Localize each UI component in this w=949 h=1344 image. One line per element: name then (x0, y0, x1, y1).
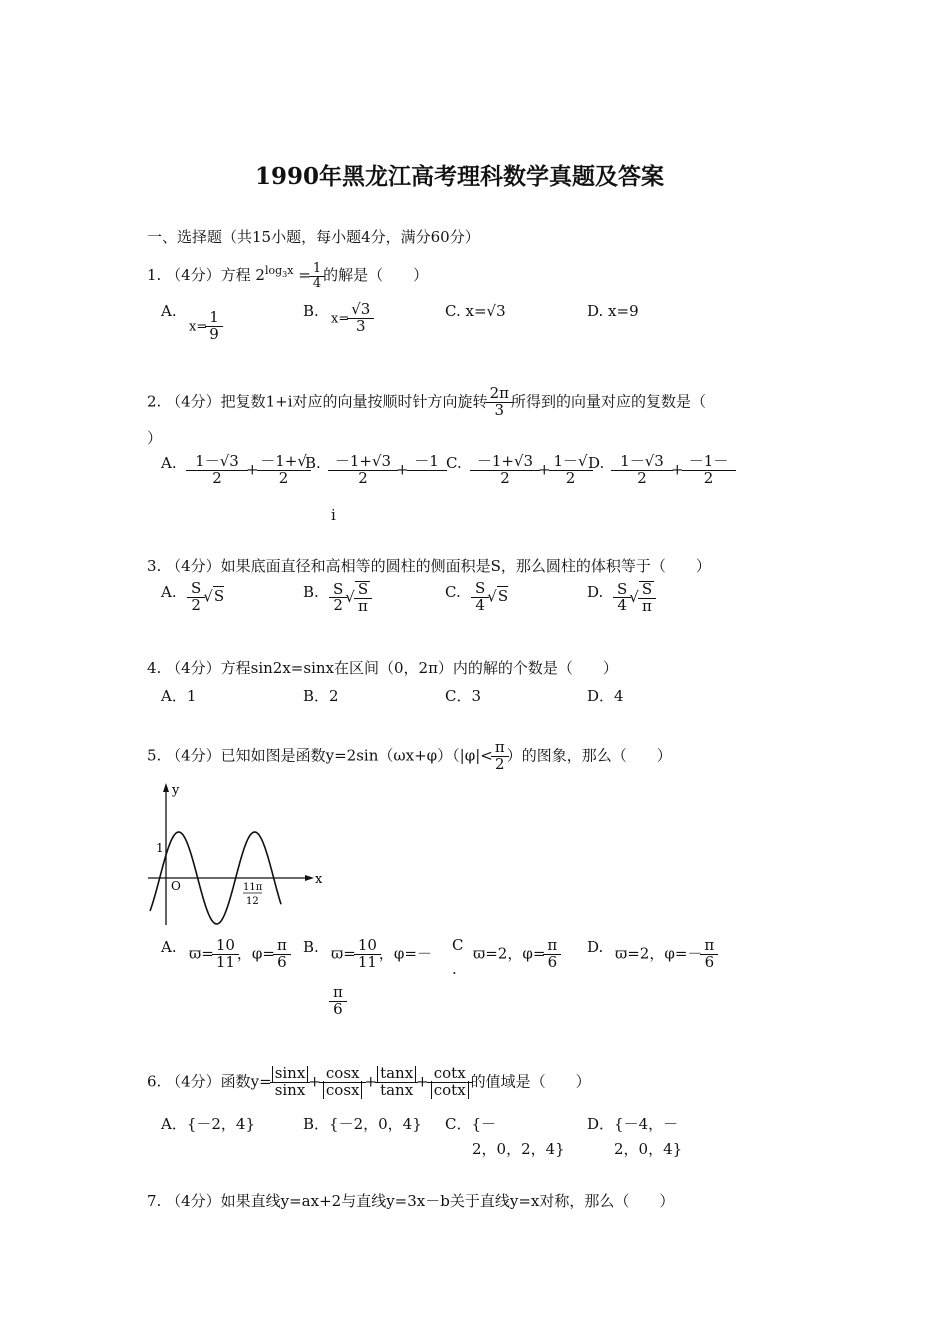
option-c: C．{－ (445, 1115, 497, 1133)
question-1: 1. （4分）方程 $2^{log_3x}$ = $\frac{1}{4}$ 的解是（ ） (147, 261, 429, 291)
option-d-cont: 2，0，4} (614, 1140, 683, 1158)
option-c: C. x=√3 (445, 302, 506, 320)
origin-label: O (171, 879, 181, 893)
option-b: B. (303, 583, 319, 601)
option-c-value: $\frac{S}{4}$ √S (473, 581, 508, 614)
option-d: D. x=9 (587, 302, 639, 320)
option-a: A. (161, 454, 177, 472)
option-b-phi: $\frac{\pi}{6}$ (331, 985, 345, 1018)
option-b: B. (303, 938, 319, 956)
option-a: A．1 (161, 687, 197, 705)
question-7: 7. （4分）如果直线y=ax+2与直线y=3x－b关于直线y=x对称，那么（ ） (147, 1192, 675, 1210)
option-d: D. (587, 583, 604, 601)
question-5: 5. （4分）已知如图是函数y=2sin（ωx+φ）（|φ|< $\frac{\pi}{2}$ ）的图象，那么（ ） (147, 738, 672, 773)
tick-label-one: 1 (156, 841, 164, 855)
option-c-dot: . (452, 960, 457, 978)
power-expression: $2^{log_3x}$ (255, 264, 294, 285)
option-a-value: ϖ= $\frac{10}{11}$ ，φ= $\frac{\pi}{6}$ (189, 938, 289, 971)
x-axis-label: x (315, 872, 323, 887)
page-title: 1990年黑龙江高考理科数学真题及答案 (255, 163, 665, 190)
question-number: 1. (147, 266, 162, 285)
option-b-value: ϖ= $\frac{10}{11}$ ，φ=－ (331, 936, 432, 971)
y-axis-label: y (172, 783, 180, 798)
option-b-value: x= $\frac{√3}{3}$ (331, 302, 372, 335)
option-a: A. (161, 302, 177, 320)
option-a-value: $\frac{1-√3}{2}$ + $\frac{-1+√}{2}$ (188, 454, 309, 487)
section-heading: 一、选择题（共15小题，每小题4分，满分60分） (147, 228, 480, 246)
option-b: B．{－2，0，4} (303, 1115, 422, 1133)
option-c-cont: 2，0，2，4} (472, 1140, 565, 1158)
option-c-value: $\frac{-1+√3}{2}$ + $\frac{1-√}{2}$ (472, 454, 591, 487)
sine-graph (146, 780, 336, 930)
y-axis-arrow (163, 783, 169, 792)
option-b-value: $\frac{S}{2}$ √ $\frac{S}{\pi}$ (331, 581, 370, 615)
option-d: D. (587, 938, 604, 956)
option-c-value: ϖ=2，φ= $\frac{\pi}{6}$ (473, 938, 559, 971)
tick-label-11pi: 11π (243, 882, 263, 893)
question-6: 6. （4分）函数y= $\frac{\sin x}{\sin x}$ + $\frac{\cos x}{\cos x}$ + $\frac{\tan x}{\tan x}$ + $\frac{\cot x}{\cot x}$ 的值域是（ ） (147, 1064, 591, 1099)
option-a: A. (161, 583, 177, 601)
option-a-value: x= $\frac{1}{9}$ (189, 310, 221, 343)
option-d-value: ϖ=2，φ=－ $\frac{\pi}{6}$ (615, 938, 716, 971)
option-b: B．2 (303, 687, 339, 705)
option-c: C. (445, 583, 461, 601)
option-d-value: $\frac{S}{4}$ √ $\frac{S}{\pi}$ (615, 581, 654, 615)
option-d-value: $\frac{1-√3}{2}$ + $\frac{-1-}{2}$ (613, 454, 734, 487)
option-b-imaginary: i (331, 506, 336, 524)
option-b: B. (305, 454, 321, 472)
option-b: B. (303, 302, 319, 320)
question-3: 3. （4分）如果底面直径和高相等的圆柱的侧面积是S，那么圆柱的体积等于（ ） (147, 557, 711, 575)
fraction: $\frac{1}{4}$ (311, 262, 323, 290)
option-d: D．4 (587, 687, 624, 705)
question-2: 2. （4分）把复数1+i对应的向量按顺时针方向旋转 $\frac{2\pi}{3}$ 所得到的向量对应的复数是（ (147, 384, 706, 419)
option-a: A．{－2，4} (161, 1115, 256, 1133)
option-c: C. (446, 454, 462, 472)
x-axis-arrow (305, 875, 314, 881)
question-text: （4分）方程 (166, 266, 251, 285)
option-c: C．3 (445, 687, 482, 705)
option-c: C (452, 936, 464, 954)
option-a-value: $\frac{S}{2}$ √S (189, 581, 224, 614)
tick-label-12: 12 (246, 896, 259, 907)
option-d: D. (588, 454, 605, 472)
option-d: D．{－4，－ (587, 1115, 679, 1133)
option-a: A. (161, 938, 177, 956)
option-b-value: $\frac{-1+√3}{2}$ + －1 (330, 454, 445, 487)
question-4: 4. （4分）方程sin2x=sinx在区间（0，2π）内的解的个数是（ ） (147, 659, 618, 677)
question-2-close: ） (147, 429, 163, 447)
